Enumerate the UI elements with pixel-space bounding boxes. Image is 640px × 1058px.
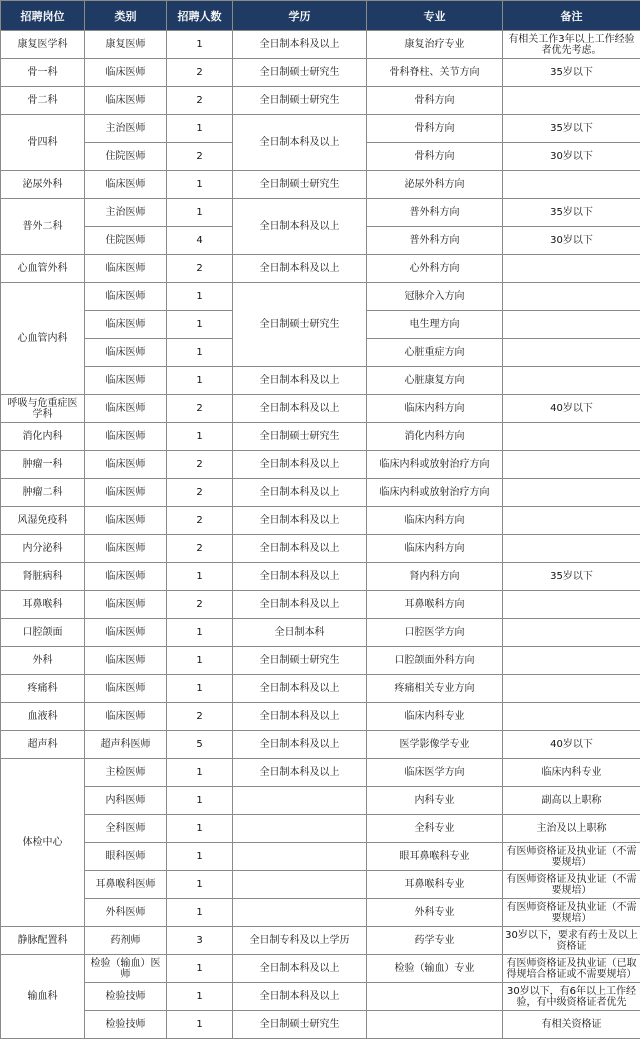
cell-category: 临床医师	[85, 619, 167, 647]
cell-major: 心外科方向	[367, 255, 503, 283]
cell-position: 内分泌科	[1, 535, 85, 563]
cell-major: 临床内科方向	[367, 395, 503, 423]
table-row	[1, 983, 640, 1011]
cell-education: 全日制专科及以上学历	[233, 927, 367, 955]
cell-education: 全日制本科及以上	[233, 731, 367, 759]
cell-major: 普外科方向	[367, 227, 503, 255]
table-row	[1, 479, 640, 507]
cell-position: 呼吸与危重症医学科	[1, 395, 85, 423]
cell-category: 临床医师	[85, 703, 167, 731]
cell-remarks: 30岁以下	[503, 227, 640, 255]
table-row	[1, 255, 640, 283]
cell-education: 全日制本科及以上	[233, 451, 367, 479]
cell-category: 临床医师	[85, 535, 167, 563]
cell-category: 外科医师	[85, 899, 167, 927]
cell-education: 全日制本科及以上	[233, 675, 367, 703]
cell-education: 全日制本科及以上	[233, 367, 367, 395]
cell-education: 全日制硕士研究生	[233, 283, 367, 367]
cell-count: 1	[167, 815, 233, 843]
table-row	[1, 899, 640, 927]
table-row	[1, 871, 640, 899]
cell-remarks	[503, 591, 640, 619]
cell-count: 1	[167, 115, 233, 143]
cell-position: 肾脏病科	[1, 563, 85, 591]
cell-category: 检验技师	[85, 983, 167, 1011]
cell-education: 全日制硕士研究生	[233, 423, 367, 451]
table-row	[1, 59, 640, 87]
cell-remarks: 有医师资格证及执业证（不需要规培）	[503, 871, 640, 899]
table-row	[1, 171, 640, 199]
cell-count: 2	[167, 255, 233, 283]
cell-major: 临床内科方向	[367, 507, 503, 535]
cell-major: 肾内科方向	[367, 563, 503, 591]
cell-education: 全日制本科及以上	[233, 563, 367, 591]
cell-education: 全日制本科及以上	[233, 591, 367, 619]
cell-education	[233, 815, 367, 843]
cell-remarks: 有医师资格证及执业证（不需要规培）	[503, 899, 640, 927]
cell-position: 口腔颌面	[1, 619, 85, 647]
cell-education	[233, 899, 367, 927]
cell-major: 骨科方向	[367, 87, 503, 115]
cell-education: 全日制硕士研究生	[233, 647, 367, 675]
cell-major: 骨科方向	[367, 115, 503, 143]
cell-category: 主检医师	[85, 759, 167, 787]
cell-count: 1	[167, 983, 233, 1011]
cell-remarks: 有相关资格证	[503, 1011, 640, 1039]
cell-category: 主治医师	[85, 199, 167, 227]
cell-education: 全日制硕士研究生	[233, 59, 367, 87]
cell-remarks	[503, 451, 640, 479]
cell-position: 肿瘤二科	[1, 479, 85, 507]
cell-count: 2	[167, 479, 233, 507]
cell-major	[367, 983, 503, 1011]
cell-count: 1	[167, 675, 233, 703]
cell-remarks: 临床内科专业	[503, 759, 640, 787]
cell-count: 1	[167, 171, 233, 199]
cell-major: 耳鼻喉科专业	[367, 871, 503, 899]
header-row	[1, 1, 640, 31]
cell-remarks: 40岁以下	[503, 395, 640, 423]
cell-education: 全日制本科及以上	[233, 535, 367, 563]
cell-education: 全日制本科及以上	[233, 115, 367, 171]
cell-count: 1	[167, 955, 233, 983]
header-major: 专业	[367, 1, 503, 31]
cell-remarks	[503, 339, 640, 367]
cell-category: 检验（输血）医师	[85, 955, 167, 983]
cell-position: 疼痛科	[1, 675, 85, 703]
cell-count: 2	[167, 59, 233, 87]
cell-remarks	[503, 255, 640, 283]
table-row	[1, 927, 640, 955]
cell-remarks: 35岁以下	[503, 59, 640, 87]
cell-count: 1	[167, 31, 233, 59]
cell-category: 临床医师	[85, 647, 167, 675]
header-category: 类别	[85, 1, 167, 31]
cell-position: 外科	[1, 647, 85, 675]
table-row	[1, 367, 640, 395]
cell-education: 全日制本科及以上	[233, 31, 367, 59]
cell-major: 临床内科或放射治疗方向	[367, 479, 503, 507]
cell-major: 泌尿外科方向	[367, 171, 503, 199]
cell-position: 肿瘤一科	[1, 451, 85, 479]
cell-count: 3	[167, 927, 233, 955]
cell-count: 2	[167, 451, 233, 479]
cell-count: 4	[167, 227, 233, 255]
cell-major: 骨科方向	[367, 143, 503, 171]
cell-remarks: 30岁以下，要求有药士及以上资格证	[503, 927, 640, 955]
cell-remarks: 35岁以下	[503, 563, 640, 591]
cell-count: 1	[167, 1011, 233, 1039]
cell-count: 5	[167, 731, 233, 759]
table-row	[1, 283, 640, 311]
table-row	[1, 423, 640, 451]
cell-category: 主治医师	[85, 115, 167, 143]
cell-category: 耳鼻喉科医师	[85, 871, 167, 899]
cell-position: 消化内科	[1, 423, 85, 451]
cell-category: 超声科医师	[85, 731, 167, 759]
cell-category: 临床医师	[85, 59, 167, 87]
cell-count: 1	[167, 339, 233, 367]
cell-remarks: 35岁以下	[503, 115, 640, 143]
cell-major: 药学专业	[367, 927, 503, 955]
cell-position: 输血科	[1, 955, 85, 1039]
table-row	[1, 563, 640, 591]
cell-remarks	[503, 507, 640, 535]
cell-position: 心血管外科	[1, 255, 85, 283]
header-position: 招聘岗位	[1, 1, 85, 31]
cell-category: 临床医师	[85, 339, 167, 367]
cell-remarks	[503, 619, 640, 647]
cell-count: 1	[167, 843, 233, 871]
cell-remarks: 30岁以下，有6年以上工作经验，有中级资格证者优先	[503, 983, 640, 1011]
cell-position: 骨二科	[1, 87, 85, 115]
cell-remarks	[503, 675, 640, 703]
cell-position: 耳鼻喉科	[1, 591, 85, 619]
cell-major: 疼痛相关专业方向	[367, 675, 503, 703]
header-remarks: 备注	[503, 1, 640, 31]
table-row	[1, 507, 640, 535]
cell-position: 静脉配置科	[1, 927, 85, 955]
cell-major: 耳鼻喉科方向	[367, 591, 503, 619]
header-count: 招聘人数	[167, 1, 233, 31]
cell-position: 骨四科	[1, 115, 85, 171]
cell-education: 全日制本科及以上	[233, 199, 367, 255]
cell-major: 普外科方向	[367, 199, 503, 227]
cell-remarks	[503, 283, 640, 311]
cell-position: 体检中心	[1, 759, 85, 927]
cell-position: 康复医学科	[1, 31, 85, 59]
cell-position: 骨一科	[1, 59, 85, 87]
cell-education: 全日制本科	[233, 619, 367, 647]
cell-count: 1	[167, 647, 233, 675]
cell-remarks	[503, 367, 640, 395]
cell-category: 眼科医师	[85, 843, 167, 871]
table-row	[1, 199, 640, 227]
cell-remarks	[503, 535, 640, 563]
cell-count: 1	[167, 899, 233, 927]
cell-category: 临床医师	[85, 311, 167, 339]
cell-major: 临床内科或放射治疗方向	[367, 451, 503, 479]
cell-category: 临床医师	[85, 563, 167, 591]
cell-major: 康复治疗专业	[367, 31, 503, 59]
cell-remarks: 30岁以下	[503, 143, 640, 171]
cell-position: 泌尿外科	[1, 171, 85, 199]
cell-education: 全日制本科及以上	[233, 955, 367, 983]
cell-count: 1	[167, 423, 233, 451]
table-row	[1, 87, 640, 115]
cell-education: 全日制本科及以上	[233, 255, 367, 283]
cell-count: 2	[167, 87, 233, 115]
table-row	[1, 451, 640, 479]
table-row	[1, 31, 640, 59]
cell-remarks: 35岁以下	[503, 199, 640, 227]
cell-category: 全科医师	[85, 815, 167, 843]
cell-major: 临床医学方向	[367, 759, 503, 787]
cell-major: 心脏重症方向	[367, 339, 503, 367]
cell-major: 内科专业	[367, 787, 503, 815]
cell-major: 医学影像学专业	[367, 731, 503, 759]
cell-major: 全科专业	[367, 815, 503, 843]
cell-count: 1	[167, 367, 233, 395]
cell-major: 外科专业	[367, 899, 503, 927]
cell-major: 口腔医学方向	[367, 619, 503, 647]
cell-remarks: 有相关工作3年以上工作经验者优先考虑。	[503, 31, 640, 59]
cell-remarks	[503, 171, 640, 199]
cell-category: 住院医师	[85, 227, 167, 255]
cell-count: 1	[167, 619, 233, 647]
table-row	[1, 1011, 640, 1039]
cell-education: 全日制本科及以上	[233, 395, 367, 423]
cell-category: 药剂师	[85, 927, 167, 955]
table-row	[1, 395, 640, 423]
cell-count: 2	[167, 507, 233, 535]
table-row	[1, 787, 640, 815]
cell-position: 风湿免疫科	[1, 507, 85, 535]
cell-remarks	[503, 423, 640, 451]
cell-remarks: 有医师资格证及执业证（已取得规培合格证或不需要规培）	[503, 955, 640, 983]
table-row	[1, 731, 640, 759]
cell-position: 血液科	[1, 703, 85, 731]
cell-category: 临床医师	[85, 367, 167, 395]
cell-category: 康复医师	[85, 31, 167, 59]
cell-education: 全日制本科及以上	[233, 983, 367, 1011]
cell-count: 2	[167, 591, 233, 619]
cell-education: 全日制本科及以上	[233, 759, 367, 787]
cell-category: 临床医师	[85, 171, 167, 199]
cell-remarks	[503, 479, 640, 507]
cell-major: 眼耳鼻喉科专业	[367, 843, 503, 871]
cell-remarks: 副高以上职称	[503, 787, 640, 815]
cell-education: 全日制硕士研究生	[233, 171, 367, 199]
cell-count: 2	[167, 143, 233, 171]
table-row	[1, 703, 640, 731]
cell-education: 全日制硕士研究生	[233, 87, 367, 115]
table-row	[1, 647, 640, 675]
cell-education	[233, 843, 367, 871]
table-row	[1, 591, 640, 619]
cell-major: 心脏康复方向	[367, 367, 503, 395]
table-row	[1, 675, 640, 703]
cell-remarks: 主治及以上职称	[503, 815, 640, 843]
cell-count: 2	[167, 535, 233, 563]
cell-category: 临床医师	[85, 675, 167, 703]
cell-remarks: 有医师资格证及执业证（不需要规培）	[503, 843, 640, 871]
cell-count: 1	[167, 563, 233, 591]
cell-education: 全日制硕士研究生	[233, 1011, 367, 1039]
cell-education: 全日制本科及以上	[233, 507, 367, 535]
cell-remarks	[503, 647, 640, 675]
cell-education	[233, 871, 367, 899]
cell-category: 临床医师	[85, 283, 167, 311]
cell-category: 临床医师	[85, 395, 167, 423]
cell-major: 口腔颌面外科方向	[367, 647, 503, 675]
header-education: 学历	[233, 1, 367, 31]
cell-category: 临床医师	[85, 255, 167, 283]
cell-education: 全日制本科及以上	[233, 703, 367, 731]
cell-count: 2	[167, 395, 233, 423]
cell-category: 临床医师	[85, 591, 167, 619]
cell-count: 1	[167, 759, 233, 787]
cell-category: 内科医师	[85, 787, 167, 815]
cell-remarks	[503, 703, 640, 731]
cell-major: 临床内科专业	[367, 703, 503, 731]
cell-education	[233, 787, 367, 815]
cell-major: 消化内科方向	[367, 423, 503, 451]
cell-category: 临床医师	[85, 507, 167, 535]
table-row	[1, 815, 640, 843]
cell-remarks	[503, 87, 640, 115]
cell-count: 1	[167, 199, 233, 227]
cell-category: 住院医师	[85, 143, 167, 171]
cell-major: 临床内科方向	[367, 535, 503, 563]
table-row	[1, 535, 640, 563]
cell-category: 临床医师	[85, 423, 167, 451]
cell-category: 检验技师	[85, 1011, 167, 1039]
table-row	[1, 619, 640, 647]
cell-remarks: 40岁以下	[503, 731, 640, 759]
cell-major: 电生理方向	[367, 311, 503, 339]
cell-remarks	[503, 311, 640, 339]
cell-count: 1	[167, 311, 233, 339]
table-row	[1, 759, 640, 787]
table-row	[1, 115, 640, 143]
cell-count: 2	[167, 703, 233, 731]
cell-category: 临床医师	[85, 451, 167, 479]
cell-count: 1	[167, 871, 233, 899]
cell-category: 临床医师	[85, 479, 167, 507]
cell-position: 超声科	[1, 731, 85, 759]
cell-education: 全日制本科及以上	[233, 479, 367, 507]
cell-count: 1	[167, 787, 233, 815]
cell-count: 1	[167, 283, 233, 311]
cell-position: 心血管内科	[1, 283, 85, 395]
cell-major: 检验（输血）专业	[367, 955, 503, 983]
table-row	[1, 843, 640, 871]
cell-major	[367, 1011, 503, 1039]
cell-major: 骨科脊柱、关节方向	[367, 59, 503, 87]
cell-major: 冠脉介入方向	[367, 283, 503, 311]
table-row	[1, 955, 640, 983]
cell-category: 临床医师	[85, 87, 167, 115]
cell-position: 普外二科	[1, 199, 85, 255]
